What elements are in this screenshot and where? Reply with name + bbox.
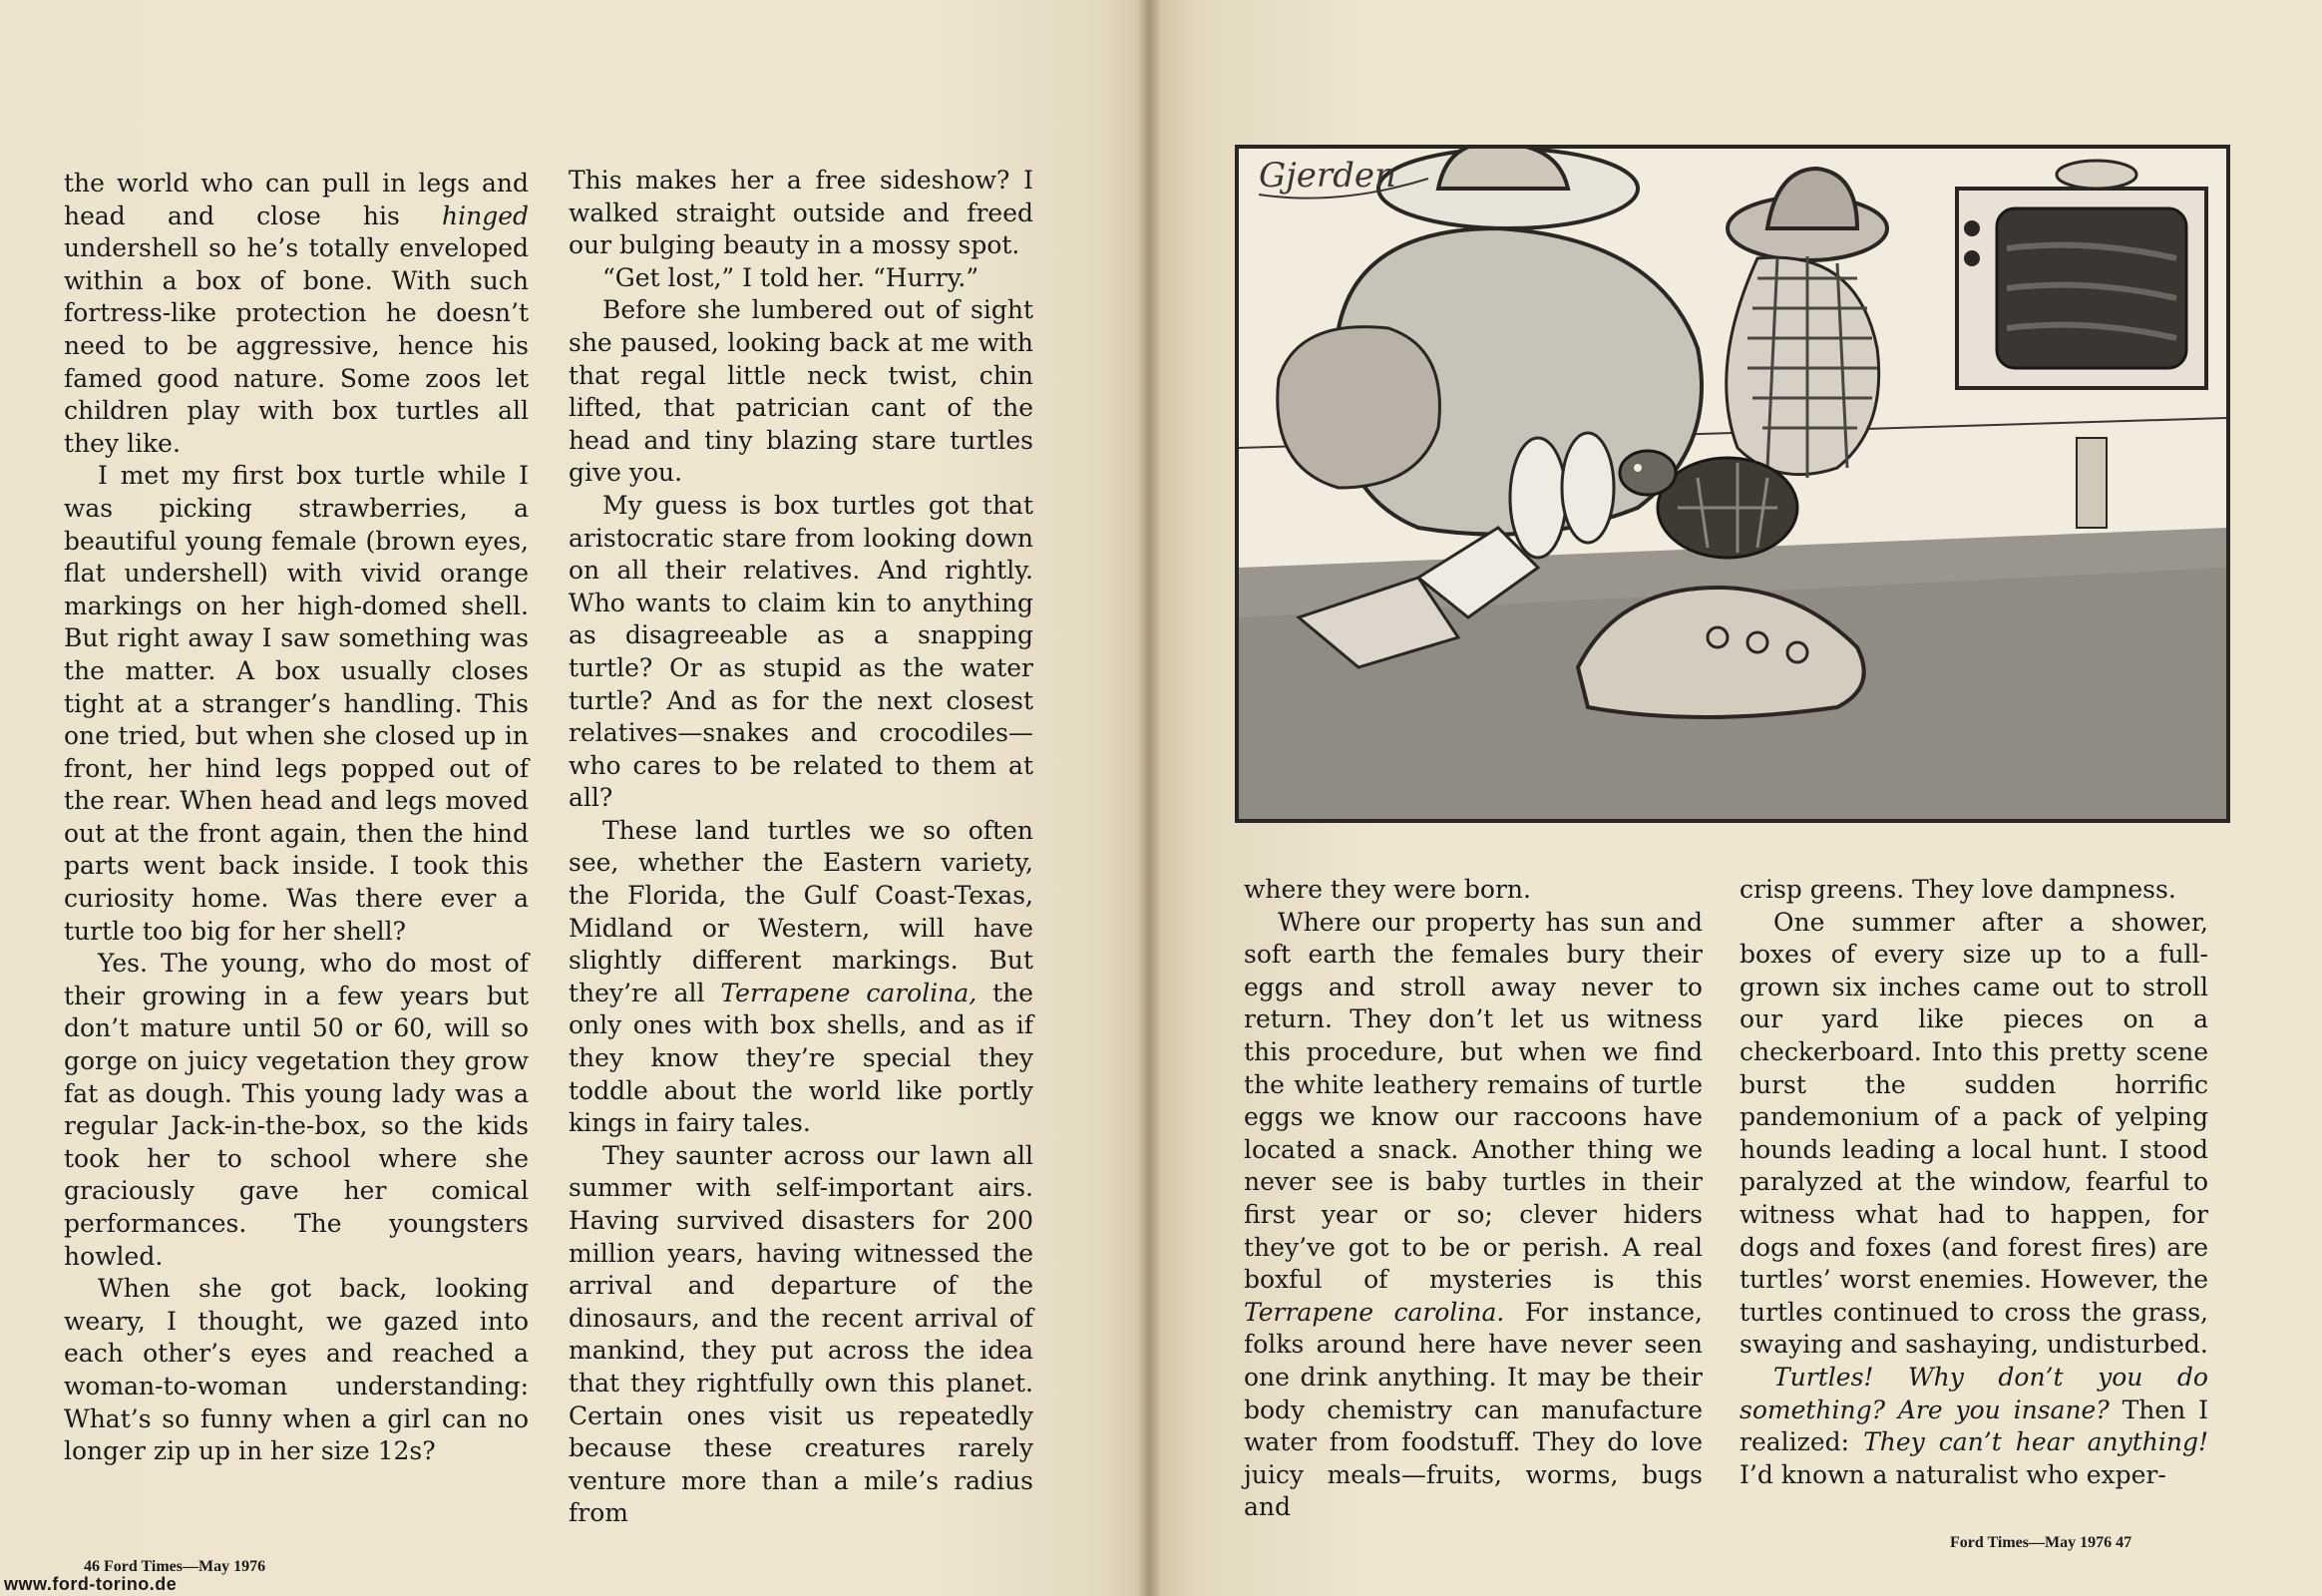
- paragraph: They saunter across our lawn all summer with self-important airs. Having survived disasters for 200 million years, having witnessed the arrival and departure of the dinosaurs, and the recent arrival of mankind, they put across the idea that they rightfully own this planet. Certain ones visit us repeatedly because these creatures rarely venture more than a mile’s radius from: [569, 1140, 1033, 1528]
- paragraph: crisp greens. They love dampness.: [1740, 875, 2176, 904]
- paragraph: These land turtles we so often see, whether the Eastern variety, the Florida, the Gulf Coast-Texas, Midland or Western, will have slightly different markings. But they’re all Terrapene carolina, the only ones with box shells, and as if they know they’re special they toddle about the world like portly kings in fairy tales.: [569, 815, 1034, 1138]
- paragraph: Before she lumbered out of sight she paused, looking back at me with that regal little neck twist, chin lifted, that patrician cant of the head and tiny blazing stare turtles give you.: [569, 295, 1033, 488]
- paragraph: This makes her a free sideshow? I walked straight outside and freed our bulging beauty in a mossy spot.: [569, 166, 1033, 260]
- left-page: [0, 0, 1149, 1596]
- text-column: [1740, 874, 2208, 1491]
- paragraph: Turtles! Why don’t you do something? Are you insane? Then I realized: They can’t hear anything! I’d known a naturalist who exper-: [1740, 1362, 2208, 1489]
- paragraph: where they were born.: [1244, 875, 1531, 904]
- page-folio: 46 Ford Times—May 1976: [84, 1558, 266, 1575]
- artist-signature: Gjerden: [1259, 156, 1396, 196]
- paragraph: Where our property has sun and soft earth the females bury their eggs and stroll away never to return. They don’t let us witness this procedure, but when we find the white leathery remains of turtle eggs we know our raccoons have located a snack. Another thing we never see is baby turtles in their first year or so; clever hiders they’ve got to be or perish. A real boxful of mysteries is this Terrapene carolina. For instance, folks around here have never seen one drink anything. It may be their body chemistry can manufacture water from foodstuff. They do love juicy meals—fruits, worms, bugs and: [1244, 907, 1703, 1522]
- text-column: [1244, 874, 1703, 1524]
- book-gutter: [1137, 0, 1161, 1596]
- paragraph: the world who can pull in legs and head and close his hinged undershell so he’s totally enveloped within a box of bone. With such fortress-like protection he doesn’t need to be aggressive, hence his famed good nature. Some zoos let children play with box turtles all they like.: [64, 169, 529, 458]
- television: [1957, 161, 2206, 528]
- text-column: [64, 168, 529, 1468]
- watermark-url: www.ford-torino.de: [4, 1574, 178, 1594]
- paragraph: “Get lost,” I told her. “Hurry.”: [602, 262, 979, 292]
- paragraph: Yes. The young, who do most of their growing in a few years but don’t mature until 50 or 60, will so gorge on juicy vegetation they grow fat as dough. This young lady was a regular Jack-in-the-box, so the kids took her to school where she graciously gave her comical performances. The youngsters howled.: [64, 949, 529, 1271]
- paragraph: One summer after a shower, boxes of every size up to a full-grown six inches came out to stroll our yard like pieces on a checkerboard. Into this pretty scene burst the sudden horrific pandemonium of a pack of yelping hounds leading a local hunt. I stood paralyzed at the window, fearful to witness what had to happen, for dogs and foxes (and forest fires) are turtles’ worst enemies. However, the turtles continued to cross the grass, swaying and sashaying, undisturbed.: [1740, 907, 2208, 1360]
- page-folio: Ford Times—May 1976 47: [1950, 1534, 2132, 1551]
- illustration: [1235, 145, 2230, 823]
- text-column: [569, 165, 1033, 1530]
- paragraph: I met my first box turtle while I was picking strawberries, a beautiful young female (brown eyes, flat undershell) with vivid orange markings on her high-domed shell. But right away I saw something was the matter. A box usually closes tight at a stranger’s handling. This one tried, but when she closed up in front, her hind legs popped out of the rear. When head and legs moved out at the front again, then the hind parts went back inside. I took this curiosity home. Was there ever a turtle too big for her shell?: [64, 461, 529, 946]
- paragraph: When she got back, looking weary, I thought, we gazed into each other’s eyes and reached a woman-to-woman understanding: What’s so funny when a girl can no longer zip up in her size 12s?: [64, 1274, 529, 1466]
- right-page: [1149, 0, 2322, 1596]
- illustration-drawing: [1239, 149, 2226, 819]
- paragraph: My guess is box turtles got that aristocratic stare from looking down on all their relatives. And rightly. Who wants to claim kin to anything as disagreeable as a snapping turtle? Or as stupid as the water turtle? And as for the next closest relatives—snakes and crocodiles—who cares to be related to them at all?: [569, 490, 1033, 813]
- figure-child: [1727, 169, 1887, 478]
